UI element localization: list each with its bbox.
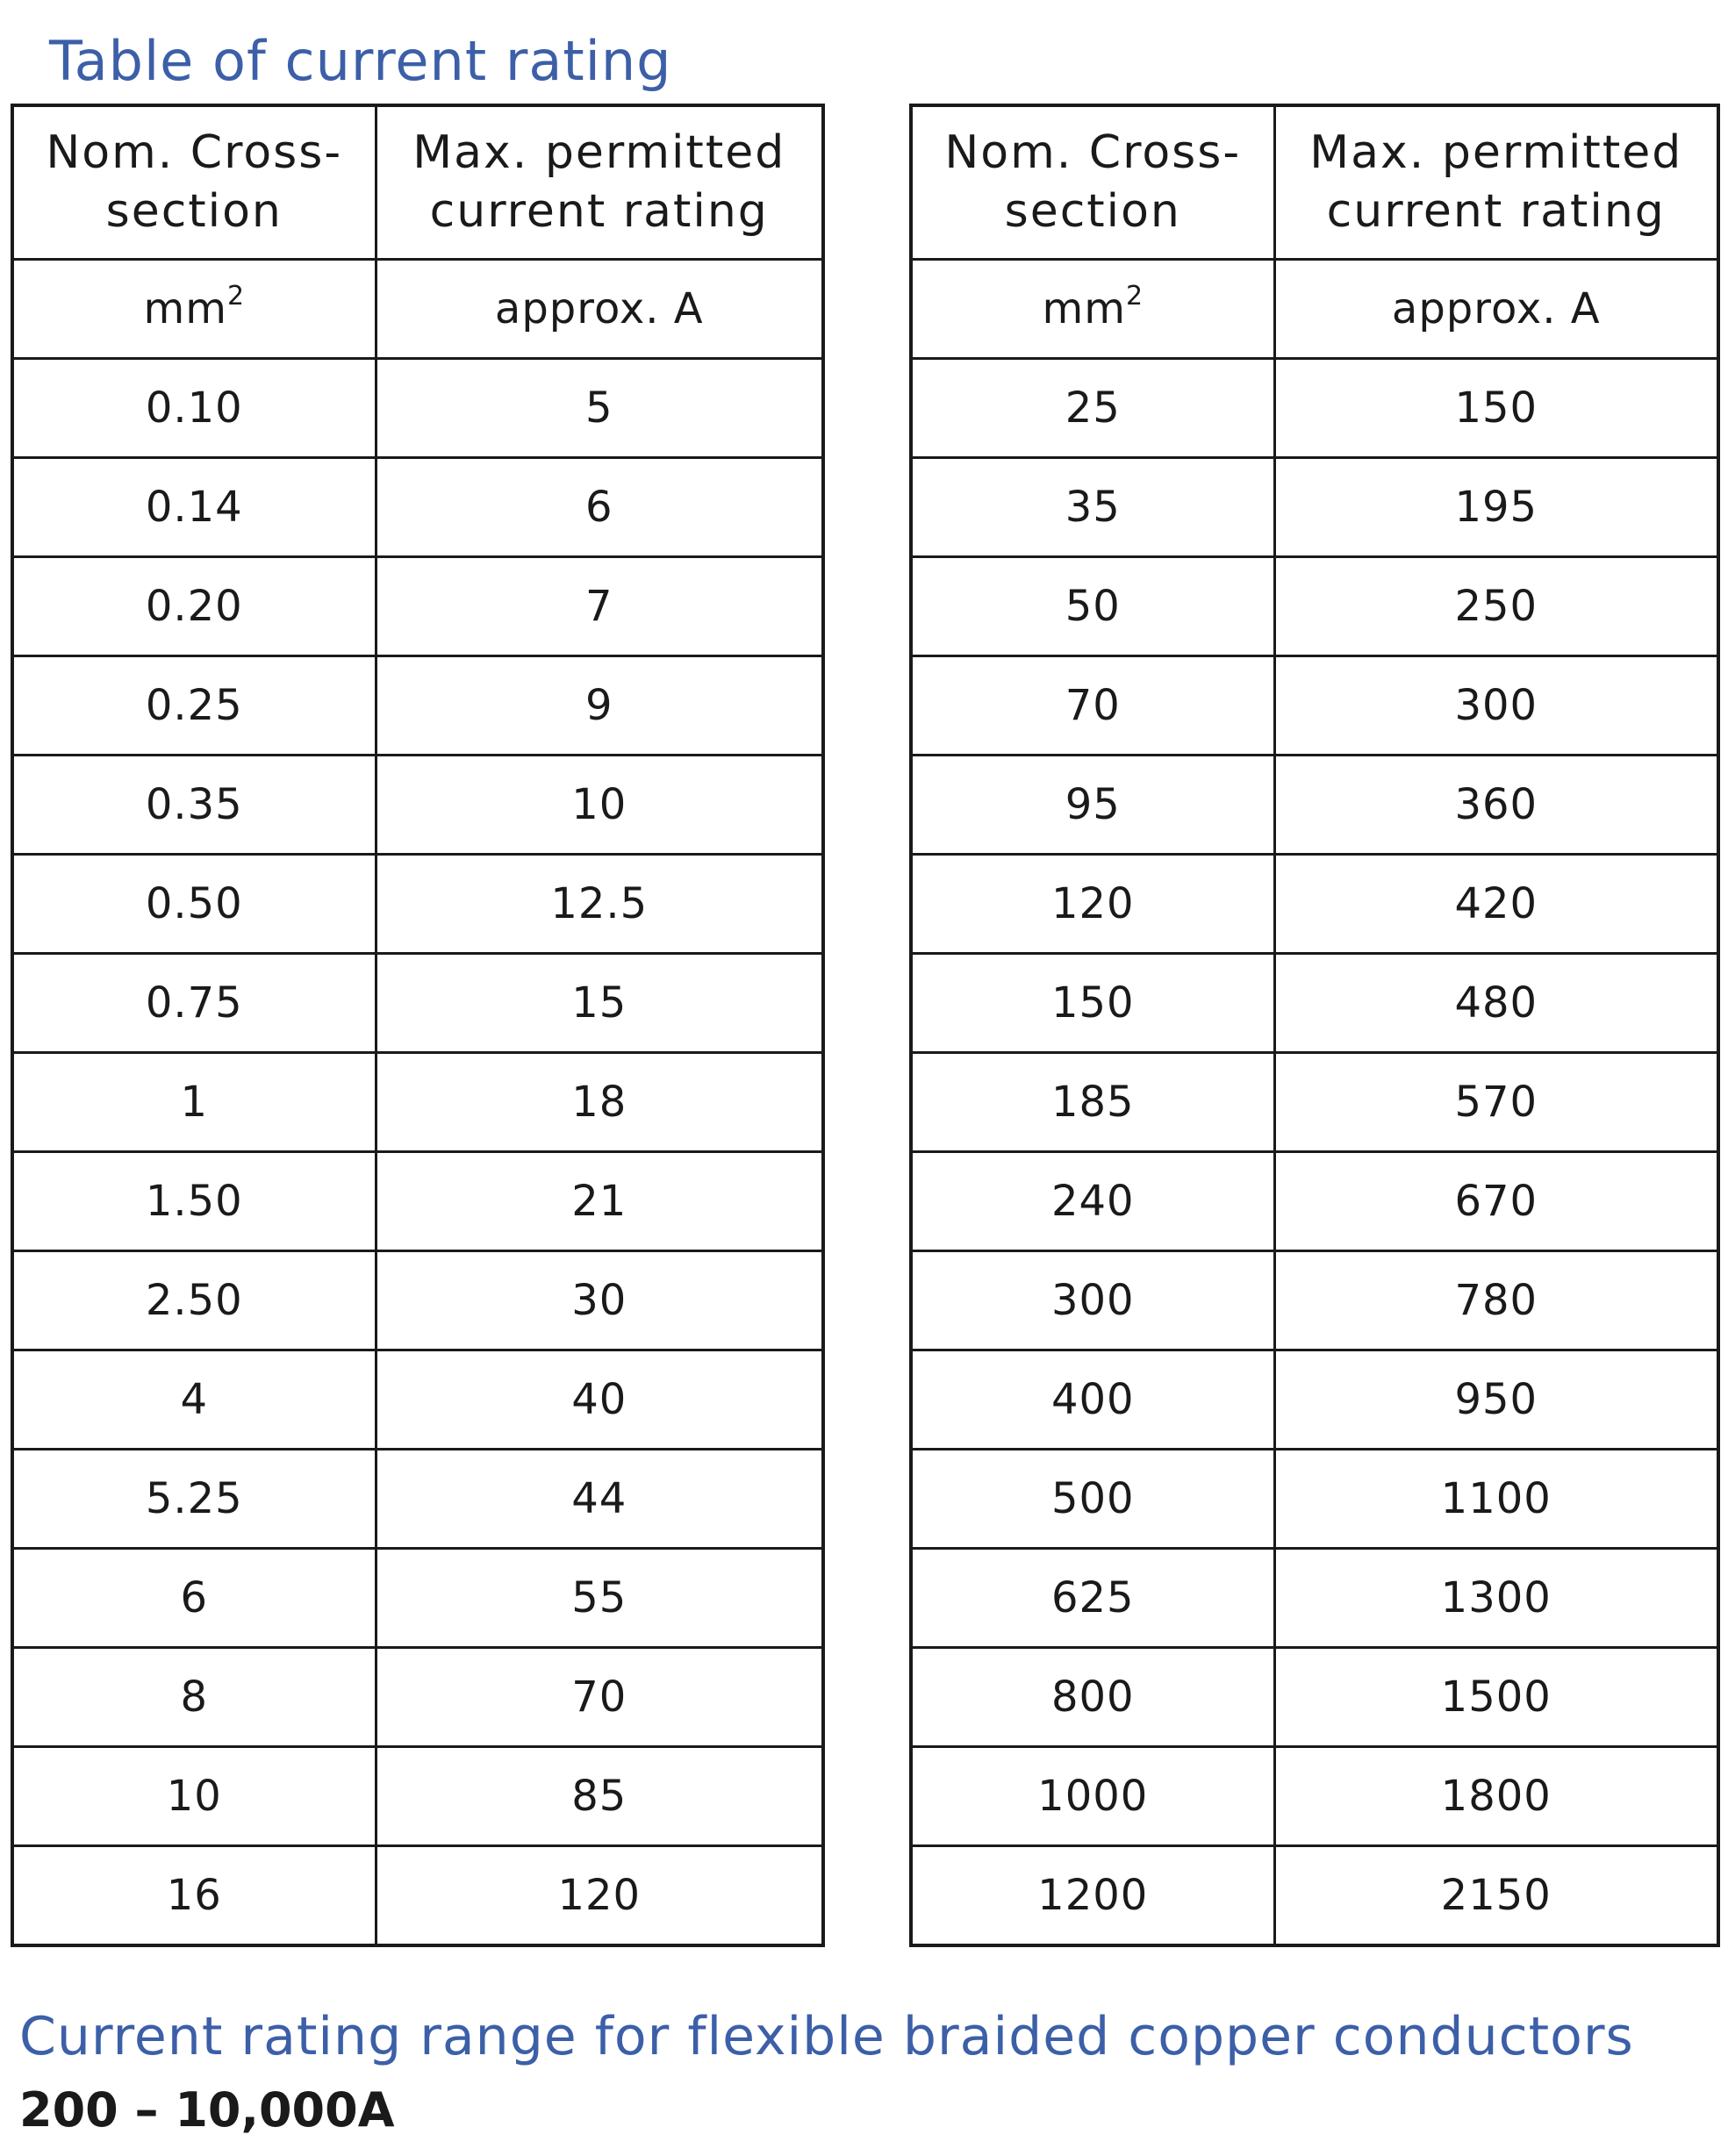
cell-cross-section: 16 xyxy=(12,1846,376,1946)
current-rating-table-right xyxy=(909,104,1720,1947)
cell-current-rating: 10 xyxy=(376,756,823,855)
cell-current-rating: 780 xyxy=(1274,1251,1718,1350)
cell-cross-section: 800 xyxy=(911,1648,1274,1747)
table-row xyxy=(12,1747,823,1846)
table-row xyxy=(911,1152,1718,1251)
page-title: Table of current rating xyxy=(49,29,672,93)
cell-cross-section: 95 xyxy=(911,756,1274,855)
cell-current-rating: 300 xyxy=(1274,656,1718,756)
cell-cross-section: 300 xyxy=(911,1251,1274,1350)
unit-current: approx. A xyxy=(1274,260,1718,359)
cell-cross-section: 25 xyxy=(911,359,1274,458)
range-value: 200 – 10,000A xyxy=(19,2082,395,2138)
cell-cross-section: 1200 xyxy=(911,1846,1274,1946)
cell-cross-section: 0.20 xyxy=(12,557,376,656)
table-row xyxy=(911,1450,1718,1549)
table-row xyxy=(12,1251,823,1350)
table-row xyxy=(911,954,1718,1053)
cell-current-rating: 120 xyxy=(376,1846,823,1946)
header-cross-section: Nom. Cross- section xyxy=(911,105,1274,260)
table-row xyxy=(911,1549,1718,1648)
cell-cross-section: 10 xyxy=(12,1747,376,1846)
cell-current-rating: 9 xyxy=(376,656,823,756)
cell-current-rating: 1100 xyxy=(1274,1450,1718,1549)
current-rating-table-left xyxy=(11,104,825,1947)
cell-current-rating: 5 xyxy=(376,359,823,458)
cell-current-rating: 360 xyxy=(1274,756,1718,855)
cell-current-rating: 2150 xyxy=(1274,1846,1718,1946)
table-row xyxy=(911,557,1718,656)
table-row xyxy=(911,458,1718,557)
table-row xyxy=(12,1152,823,1251)
cell-cross-section: 0.14 xyxy=(12,458,376,557)
table-header-row xyxy=(911,105,1718,260)
table-row xyxy=(911,756,1718,855)
table-row xyxy=(911,1053,1718,1152)
cell-current-rating: 250 xyxy=(1274,557,1718,656)
cell-current-rating: 195 xyxy=(1274,458,1718,557)
cell-cross-section: 0.25 xyxy=(12,656,376,756)
table-row xyxy=(911,1251,1718,1350)
cell-current-rating: 480 xyxy=(1274,954,1718,1053)
unit-cross-section xyxy=(911,260,1274,359)
cell-cross-section: 0.10 xyxy=(12,359,376,458)
table-body xyxy=(911,359,1718,1946)
cell-cross-section: 120 xyxy=(911,855,1274,954)
range-heading: Current rating range for flexible braided copper conductors xyxy=(19,2006,1634,2067)
cell-cross-section: 185 xyxy=(911,1053,1274,1152)
cell-cross-section: 0.50 xyxy=(12,855,376,954)
cell-cross-section: 5.25 xyxy=(12,1450,376,1549)
cell-cross-section: 500 xyxy=(911,1450,1274,1549)
unit-exponent: 2 xyxy=(226,281,246,312)
table-row xyxy=(12,1648,823,1747)
cell-current-rating: 420 xyxy=(1274,855,1718,954)
table-row xyxy=(12,359,823,458)
header-cross-section: Nom. Cross- section xyxy=(12,105,376,260)
cell-cross-section: 625 xyxy=(911,1549,1274,1648)
table-row xyxy=(911,1846,1718,1946)
cell-cross-section: 70 xyxy=(911,656,1274,756)
table-row xyxy=(911,1350,1718,1450)
cell-current-rating: 950 xyxy=(1274,1350,1718,1450)
cell-cross-section: 50 xyxy=(911,557,1274,656)
cell-current-rating: 30 xyxy=(376,1251,823,1350)
cell-cross-section: 0.35 xyxy=(12,756,376,855)
cell-current-rating: 12.5 xyxy=(376,855,823,954)
cell-current-rating: 150 xyxy=(1274,359,1718,458)
cell-cross-section: 0.75 xyxy=(12,954,376,1053)
table-row xyxy=(12,855,823,954)
table-row xyxy=(12,1053,823,1152)
cell-current-rating: 55 xyxy=(376,1549,823,1648)
table-header-row xyxy=(12,105,823,260)
table-row xyxy=(12,756,823,855)
table-row xyxy=(911,359,1718,458)
cell-cross-section: 2.50 xyxy=(12,1251,376,1350)
cell-cross-section: 8 xyxy=(12,1648,376,1747)
cell-current-rating: 1500 xyxy=(1274,1648,1718,1747)
cell-current-rating: 70 xyxy=(376,1648,823,1747)
cell-cross-section: 1.50 xyxy=(12,1152,376,1251)
cell-current-rating: 6 xyxy=(376,458,823,557)
table-row xyxy=(12,1549,823,1648)
table-row xyxy=(12,557,823,656)
table-row xyxy=(12,1450,823,1549)
table-row xyxy=(12,1350,823,1450)
header-current-rating: Max. permitted current rating xyxy=(1274,105,1718,260)
table-units-row xyxy=(911,260,1718,359)
table-body xyxy=(12,359,823,1946)
cell-current-rating: 85 xyxy=(376,1747,823,1846)
unit-exponent: 2 xyxy=(1125,281,1144,312)
cell-current-rating: 21 xyxy=(376,1152,823,1251)
table-row xyxy=(12,1846,823,1946)
cell-cross-section: 1 xyxy=(12,1053,376,1152)
cell-cross-section: 6 xyxy=(12,1549,376,1648)
table-row xyxy=(12,954,823,1053)
cell-current-rating: 40 xyxy=(376,1350,823,1450)
table-row xyxy=(911,1648,1718,1747)
cell-cross-section: 4 xyxy=(12,1350,376,1450)
unit-current: approx. A xyxy=(376,260,823,359)
header-current-rating: Max. permitted current rating xyxy=(376,105,823,260)
table-row xyxy=(911,1747,1718,1846)
cell-current-rating: 1300 xyxy=(1274,1549,1718,1648)
table-row xyxy=(911,855,1718,954)
table-units-row xyxy=(12,260,823,359)
table-row xyxy=(911,656,1718,756)
cell-current-rating: 15 xyxy=(376,954,823,1053)
unit-cross-section xyxy=(12,260,376,359)
cell-cross-section: 35 xyxy=(911,458,1274,557)
cell-cross-section: 400 xyxy=(911,1350,1274,1450)
cell-current-rating: 18 xyxy=(376,1053,823,1152)
cell-current-rating: 570 xyxy=(1274,1053,1718,1152)
cell-current-rating: 1800 xyxy=(1274,1747,1718,1846)
cell-cross-section: 1000 xyxy=(911,1747,1274,1846)
cell-cross-section: 150 xyxy=(911,954,1274,1053)
unit-base: mm xyxy=(143,284,227,333)
cell-current-rating: 7 xyxy=(376,557,823,656)
cell-cross-section: 240 xyxy=(911,1152,1274,1251)
cell-current-rating: 44 xyxy=(376,1450,823,1549)
table-row xyxy=(12,458,823,557)
unit-base: mm xyxy=(1042,284,1126,333)
table-row xyxy=(12,656,823,756)
cell-current-rating: 670 xyxy=(1274,1152,1718,1251)
